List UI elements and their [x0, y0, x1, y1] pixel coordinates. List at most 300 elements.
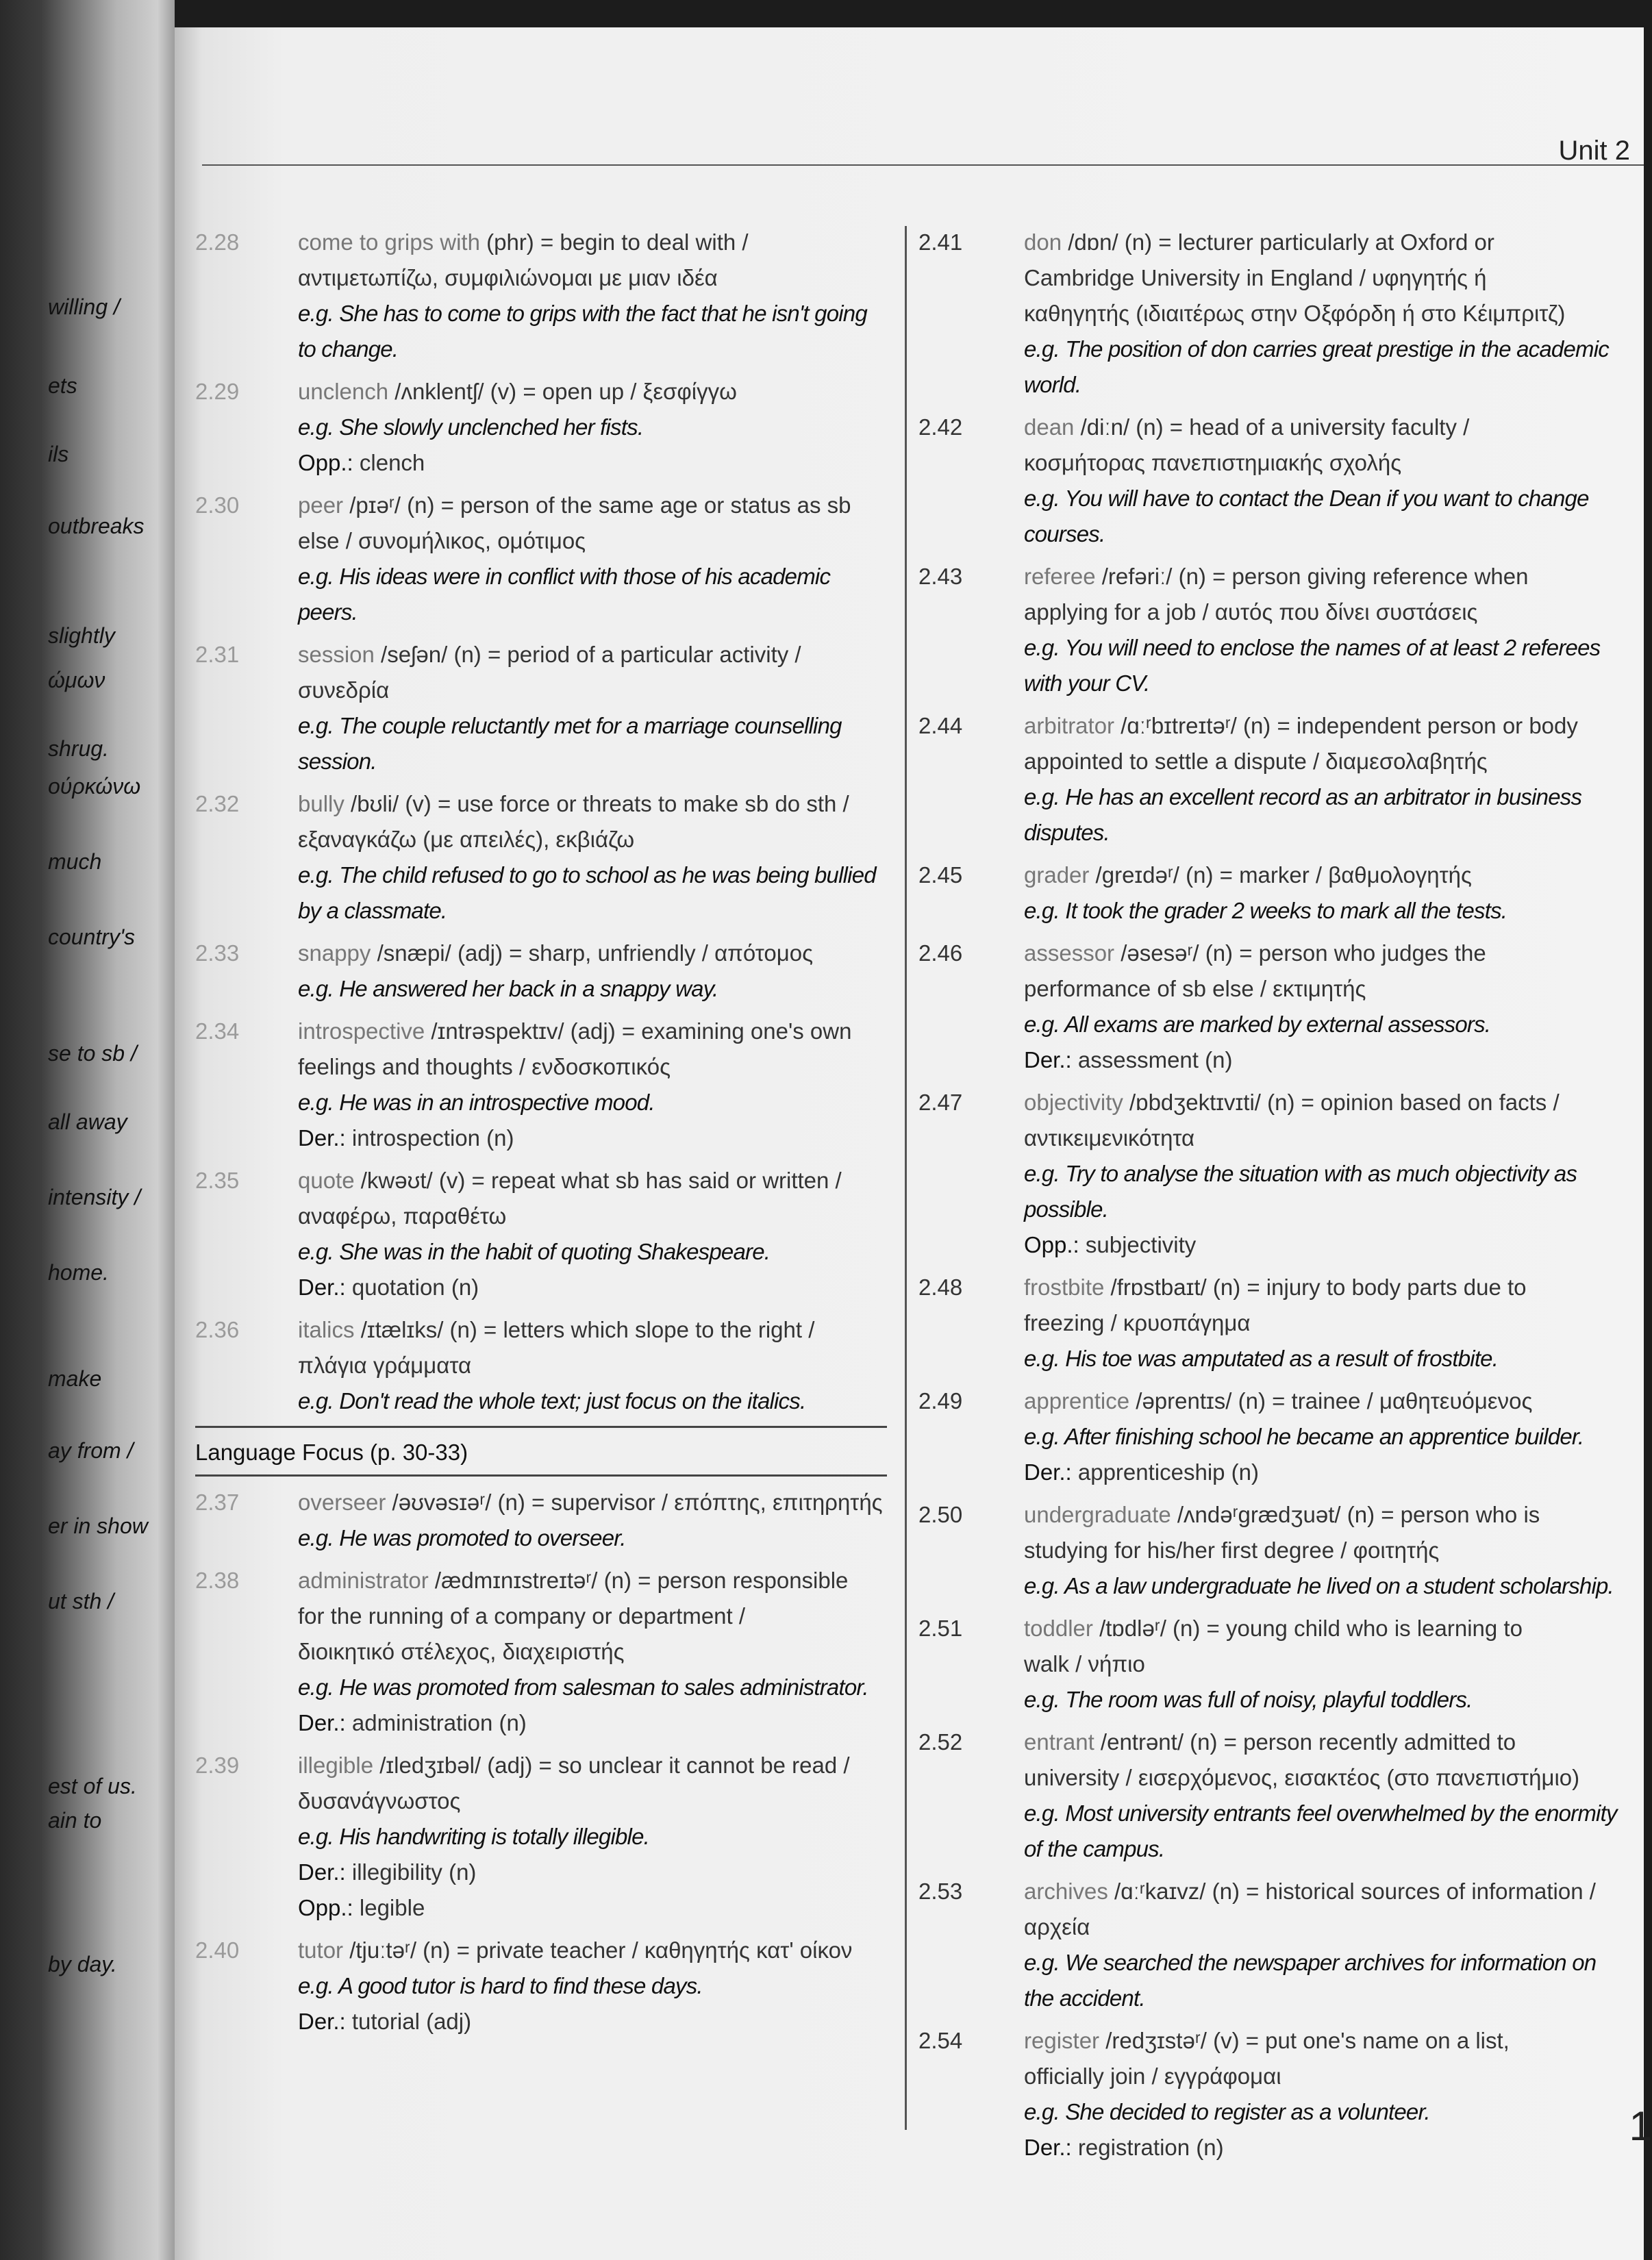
- headword: frostbite: [1024, 1275, 1105, 1300]
- headword: peer: [298, 492, 344, 518]
- entry-line: [1024, 1981, 1620, 2016]
- entry-label: Der.:: [1024, 1047, 1072, 1072]
- example-sentence: e.g. He was promoted to overseer.: [298, 1525, 626, 1550]
- margin-fragment: slightly: [48, 623, 115, 648]
- entry-line: [298, 1783, 887, 1819]
- entry-number: 2.36: [195, 1317, 240, 1342]
- entry-line: [1024, 1455, 1620, 1490]
- entry-line: [1024, 1192, 1620, 1227]
- entry-line: [298, 1598, 887, 1634]
- entry-line: [298, 786, 887, 822]
- definition-text: assessment (n): [1071, 1047, 1233, 1072]
- entry-line: [298, 893, 887, 929]
- entry-line: [298, 1634, 887, 1670]
- definition-text: introspection (n): [345, 1125, 514, 1151]
- entry-label: Der.:: [298, 1859, 346, 1885]
- definition-text: freezing / κρυοπάγημα: [1024, 1310, 1251, 1335]
- example-sentence: e.g. His ideas were in conflict with those of his academic: [298, 564, 831, 589]
- definition-text: /ɒbdʒektɪvɪti/ (n) = opinion based on facts /: [1123, 1090, 1560, 1115]
- entry-line: [298, 1049, 887, 1085]
- entry-label: Der.:: [298, 1710, 346, 1735]
- entry-number: 2.42: [918, 414, 963, 440]
- column-divider: [905, 226, 907, 2130]
- definition-text: /seʃən/ (n) = period of a particular activity /: [374, 642, 801, 667]
- entry-line: [298, 331, 887, 367]
- entry-line: [298, 1198, 887, 1234]
- example-sentence: e.g. The room was full of noisy, playful toddlers.: [1024, 1687, 1473, 1712]
- entry-body: [298, 1312, 887, 1419]
- definition-text: appointed to settle a dispute / διαμεσολαβητής: [1024, 749, 1488, 774]
- entry-line: [1024, 1874, 1620, 1909]
- definition-text: else / συνομήλικος, ομότιμος: [298, 528, 586, 553]
- entry-line: [1024, 1270, 1620, 1305]
- entry-line: [1024, 481, 1620, 516]
- entry-line: [1024, 1419, 1620, 1455]
- entry-line: [1024, 1120, 1620, 1156]
- definition-text: αντιμετωπίζω, συμφιλιώνομαι με μιαν ιδέα: [298, 265, 718, 290]
- entry-line: [298, 1933, 887, 1968]
- entry-number: 2.33: [195, 940, 240, 966]
- entry-line: [298, 374, 887, 410]
- headword: quote: [298, 1168, 355, 1193]
- entry-line: [1024, 857, 1620, 893]
- example-sentence: e.g. All exams are marked by external assessors.: [1024, 1012, 1491, 1037]
- margin-fragment: se to sb /: [48, 1041, 137, 1066]
- margin-fragment: intensity /: [48, 1185, 141, 1209]
- entry-line: [1024, 1085, 1620, 1120]
- definition-text: illegibility (n): [345, 1859, 477, 1885]
- definition-text: /greɪdəʳ/ (n) = marker / βαθμολογητής: [1089, 862, 1472, 888]
- entry-line: [1024, 1156, 1620, 1192]
- entry-line: [298, 1348, 887, 1383]
- entry-line: [298, 410, 887, 445]
- entry-number: 2.52: [918, 1729, 963, 1755]
- vocab-entry: [195, 1163, 887, 1305]
- margin-fragment: est of us.: [48, 1774, 137, 1798]
- vocab-entry: [195, 488, 887, 630]
- entry-line: [1024, 1682, 1620, 1718]
- entry-number: 2.44: [918, 713, 963, 738]
- entry-number: 2.32: [195, 791, 240, 816]
- entry-line: [1024, 1909, 1620, 1945]
- entry-line: [1024, 1341, 1620, 1377]
- example-sentence: session.: [298, 749, 377, 774]
- example-sentence: e.g. The couple reluctantly met for a marriage counselling: [298, 713, 842, 738]
- entry-line: [1024, 410, 1620, 445]
- entry-line: [298, 296, 887, 331]
- entry-line: [1024, 936, 1620, 971]
- definition-text: tutorial (adj): [345, 2009, 472, 2034]
- entry-body: [298, 488, 887, 630]
- definition-text: for the running of a company or department /: [298, 1603, 746, 1629]
- headword: overseer: [298, 1490, 386, 1515]
- definition-text: δυσανάγνωστος: [298, 1788, 461, 1813]
- entry-line: [298, 1819, 887, 1855]
- entry-line: [298, 673, 887, 708]
- entry-body: [1024, 936, 1620, 1078]
- left-entries: [195, 225, 887, 1419]
- entry-number: 2.41: [918, 229, 963, 255]
- definition-text: (phr) = begin to deal with /: [479, 229, 749, 255]
- vocab-entry: [195, 225, 887, 367]
- example-sentence: e.g. His toe was amputated as a result of frostbite.: [1024, 1346, 1499, 1371]
- entry-line: [298, 936, 887, 971]
- example-sentence: e.g. You will have to contact the Dean if you want to change: [1024, 486, 1589, 511]
- vocab-entry: [918, 1270, 1620, 1377]
- definition-text: /refəriː/ (n) = person giving reference when: [1095, 564, 1529, 589]
- definition-text: officially join / εγγράφομαι: [1024, 2063, 1281, 2089]
- right-entries: [918, 225, 1620, 2165]
- vocab-entry: [918, 225, 1620, 403]
- entry-body: [298, 225, 887, 367]
- definition-text: /əʊvəsɪəʳ/ (n) = supervisor / επόπτης, επιτηρητής: [386, 1490, 883, 1515]
- entry-line: [298, 1748, 887, 1783]
- entry-body: [298, 374, 887, 481]
- right-column: [918, 225, 1620, 2172]
- vocab-entry: [195, 1485, 887, 1556]
- entry-body: [298, 1014, 887, 1156]
- definition-text: /tjuːtəʳ/ (n) = private teacher / καθηγητής κατ' οίκον: [343, 1937, 853, 1963]
- entry-label: Der.:: [1024, 2135, 1072, 2160]
- margin-fragment: shrug.: [48, 736, 109, 761]
- headword: entrant: [1024, 1729, 1094, 1755]
- entry-number: 2.45: [918, 862, 963, 888]
- headword: arbitrator: [1024, 713, 1115, 738]
- vocab-entry: [195, 1748, 887, 1926]
- entry-line: [1024, 367, 1620, 403]
- definition-text: /ɪntrəspektɪv/ (adj) = examining one's own: [425, 1018, 852, 1044]
- definition-text: /ædmɪnɪstreɪtəʳ/ (n) = person responsible: [428, 1568, 849, 1593]
- entry-line: [298, 523, 887, 559]
- entry-line: [1024, 2059, 1620, 2094]
- headword: dean: [1024, 414, 1075, 440]
- definition-text: subjectivity: [1079, 1232, 1197, 1257]
- entry-line: [1024, 1568, 1620, 1604]
- entry-body: [1024, 1611, 1620, 1718]
- example-sentence: e.g. He has an excellent record as an arbitrator in business disputes.: [1024, 784, 1582, 845]
- entry-number: 2.48: [918, 1275, 963, 1300]
- entry-number: 2.31: [195, 642, 240, 667]
- example-sentence: e.g. The child refused to go to school as he was being bullied: [298, 862, 876, 888]
- entry-body: [298, 1748, 887, 1926]
- vocabulary-page: [175, 27, 1652, 2260]
- headword: italics: [298, 1317, 355, 1342]
- definition-text: /dɒn/ (n) = lecturer particularly at Oxford or: [1062, 229, 1494, 255]
- entry-body: [1024, 708, 1620, 851]
- headword: apprentice: [1024, 1388, 1130, 1414]
- entry-line: [1024, 1611, 1620, 1646]
- headword: session: [298, 642, 375, 667]
- entry-body: [1024, 857, 1620, 929]
- entry-line: [1024, 708, 1620, 744]
- entry-line: [1024, 559, 1620, 594]
- entry-line: [298, 708, 887, 744]
- vocab-entry: [195, 1014, 887, 1156]
- entry-line: [298, 1563, 887, 1598]
- vocab-entry: [918, 708, 1620, 851]
- entry-body: [1024, 1724, 1620, 1867]
- entry-line: [1024, 893, 1620, 929]
- entry-number: 2.51: [918, 1616, 963, 1641]
- definition-text: συνεδρία: [298, 677, 390, 703]
- headword: objectivity: [1024, 1090, 1123, 1115]
- example-sentence: courses.: [1024, 521, 1105, 547]
- left-column: [195, 225, 887, 2046]
- headword: register: [1024, 2028, 1100, 2053]
- entry-line: [298, 2004, 887, 2039]
- definition-text: εξαναγκάζω (με απειλές), εκβιάζω: [298, 827, 635, 852]
- entry-line: [298, 1163, 887, 1198]
- entry-line: [1024, 1007, 1620, 1042]
- definition-text: /kwəʊt/ (v) = repeat what sb has said or written /: [354, 1168, 842, 1193]
- entry-line: [1024, 260, 1620, 296]
- definition-text: /ɑːʳkaɪvz/ (n) = historical sources of information /: [1107, 1879, 1596, 1904]
- vocab-entry: [918, 559, 1620, 701]
- entry-body: [1024, 1085, 1620, 1263]
- margin-fragment: make: [48, 1366, 102, 1391]
- example-sentence: e.g. He was promoted from salesman to sales administrator.: [298, 1674, 868, 1700]
- definition-text: /frɒstbaɪt/ (n) = injury to body parts due to: [1104, 1275, 1527, 1300]
- entry-line: [298, 1520, 887, 1556]
- definition-text: applying for a job / αυτός που δίνει συστάσεις: [1024, 599, 1478, 625]
- definition-text: /bʊli/ (v) = use force or threats to make sb do sth /: [344, 791, 849, 816]
- definition-text: /ʌndəʳgrædʒuət/ (n) = person who is: [1171, 1502, 1540, 1527]
- entry-line: [1024, 1305, 1620, 1341]
- entry-line: [298, 637, 887, 673]
- entry-number: 2.35: [195, 1168, 240, 1193]
- entry-body: [298, 1933, 887, 2039]
- example-sentence: e.g. He answered her back in a snappy way.: [298, 976, 718, 1001]
- vocab-entry: [195, 1312, 887, 1419]
- entry-line: [298, 1670, 887, 1705]
- entry-number: 2.50: [918, 1502, 963, 1527]
- definition-text: αναφέρω, παραθέτω: [298, 1203, 507, 1229]
- entry-body: [1024, 1874, 1620, 2016]
- entry-number: 2.38: [195, 1568, 240, 1593]
- section-title: Language Focus (p. 30-33): [195, 1426, 887, 1477]
- header-rule: [202, 164, 1644, 166]
- entry-line: [298, 1383, 887, 1419]
- entry-body: [1024, 1383, 1620, 1490]
- entry-line: [1024, 971, 1620, 1007]
- definition-text: apprenticeship (n): [1071, 1459, 1260, 1485]
- example-sentence: peers.: [298, 599, 358, 625]
- margin-fragment: ay from /: [48, 1438, 134, 1463]
- entry-body: [298, 637, 887, 779]
- entry-line: [298, 1855, 887, 1890]
- definition-text: /ɑːʳbɪtreɪtəʳ/ (n) = independent person or body: [1114, 713, 1578, 738]
- margin-fragment: ain to: [48, 1808, 102, 1833]
- entry-line: [298, 260, 887, 296]
- headword: snappy: [298, 940, 371, 966]
- example-sentence: possible.: [1024, 1196, 1109, 1222]
- entry-line: [298, 488, 887, 523]
- headword: illegible: [298, 1753, 374, 1778]
- vocab-entry: [918, 1724, 1620, 1867]
- definition-text: κοσμήτορας πανεπιστημιακής σχολής: [1024, 450, 1402, 475]
- headword: archives: [1024, 1879, 1108, 1904]
- headword: assessor: [1024, 940, 1115, 966]
- entry-line: [1024, 779, 1620, 851]
- entry-line: [298, 1485, 887, 1520]
- definition-text: αρχεία: [1024, 1914, 1090, 1939]
- definition-text: performance of sb else / εκτιμητής: [1024, 976, 1366, 1001]
- entry-number: 2.53: [918, 1879, 963, 1904]
- margin-fragment: ils: [48, 442, 69, 466]
- example-sentence: e.g. The position of don carries great prestige in the academic: [1024, 336, 1609, 362]
- entry-line: [1024, 2130, 1620, 2165]
- definition-text: /əsesəʳ/ (n) = person who judges the: [1114, 940, 1486, 966]
- entry-label: Opp.:: [298, 450, 353, 475]
- vocab-entry: [195, 374, 887, 481]
- definition-text: clench: [353, 450, 425, 475]
- entry-number: 2.43: [918, 564, 963, 589]
- page-number: 1: [1629, 2103, 1652, 2149]
- entry-line: [298, 1312, 887, 1348]
- entry-line: [298, 971, 887, 1007]
- example-sentence: e.g. A good tutor is hard to find these days.: [298, 1973, 703, 1998]
- headword: administrator: [298, 1568, 429, 1593]
- example-sentence: e.g. She slowly unclenched her fists.: [298, 414, 644, 440]
- definition-text: /əprentɪs/ (n) = trainee / μαθητευόμενος: [1129, 1388, 1533, 1414]
- entry-line: [1024, 744, 1620, 779]
- margin-fragment: ούρκώνω: [48, 774, 141, 799]
- entry-line: [298, 744, 887, 779]
- entry-line: [1024, 1831, 1620, 1867]
- example-sentence: e.g. She has to come to grips with the fact that he isn't going: [298, 301, 867, 326]
- entry-line: [1024, 225, 1620, 260]
- definition-text: university / εισερχόμενος, εισακτέος (στο πανεπιστήμιο): [1024, 1765, 1580, 1790]
- entry-label: Opp.:: [298, 1895, 353, 1920]
- definition-text: πλάγια γράμματα: [298, 1353, 472, 1378]
- headword: come to grips with: [298, 229, 480, 255]
- entry-body: [1024, 1270, 1620, 1377]
- entry-line: [298, 1968, 887, 2004]
- entry-line: [298, 1234, 887, 1270]
- example-sentence: e.g. She was in the habit of quoting Shakespeare.: [298, 1239, 771, 1264]
- example-sentence: e.g. It took the grader 2 weeks to mark all the tests.: [1024, 898, 1507, 923]
- entry-line: [1024, 1724, 1620, 1760]
- vocab-entry: [918, 410, 1620, 552]
- definition-text: administration (n): [345, 1710, 527, 1735]
- example-sentence: e.g. We searched the newspaper archives for information on: [1024, 1950, 1597, 1975]
- margin-fragment: all away: [48, 1109, 127, 1134]
- margin-fragment: willing /: [48, 294, 120, 319]
- adjacent-page-edge: [0, 0, 175, 2260]
- entry-body: [1024, 410, 1620, 552]
- example-sentence: e.g. Don't read the whole text; just focus on the italics.: [298, 1388, 806, 1414]
- definition-text: /entrənt/ (n) = person recently admitted to: [1094, 1729, 1516, 1755]
- headword: referee: [1024, 564, 1096, 589]
- entry-line: [298, 559, 887, 594]
- entry-line: [1024, 594, 1620, 630]
- headword: bully: [298, 791, 345, 816]
- entry-line: [298, 1270, 887, 1305]
- entry-line: [1024, 1760, 1620, 1796]
- entry-body: [298, 936, 887, 1007]
- definition-text: /snæpi/ (adj) = sharp, unfriendly / απότομος: [371, 940, 814, 966]
- margin-fragment: ut sth /: [48, 1589, 114, 1614]
- entry-line: [298, 1705, 887, 1741]
- entry-line: [1024, 331, 1620, 367]
- entry-line: [298, 225, 887, 260]
- vocab-entry: [918, 2023, 1620, 2165]
- vocab-entry: [195, 1933, 887, 2039]
- definition-text: registration (n): [1071, 2135, 1224, 2160]
- definition-text: studying for his/her first degree / φοιτητής: [1024, 1537, 1440, 1563]
- entry-line: [1024, 666, 1620, 701]
- example-sentence: of the campus.: [1024, 1836, 1165, 1861]
- entry-number: 2.37: [195, 1490, 240, 1515]
- entry-number: 2.46: [918, 940, 963, 966]
- definition-text: legible: [353, 1895, 425, 1920]
- definition-text: /diːn/ (n) = head of a university faculty /: [1074, 414, 1470, 440]
- entry-line: [298, 822, 887, 857]
- margin-fragment: ώμων: [48, 668, 105, 692]
- entry-number: 2.49: [918, 1388, 963, 1414]
- headword: introspective: [298, 1018, 425, 1044]
- definition-text: /ɪledʒɪbəl/ (adj) = so unclear it cannot be read /: [373, 1753, 850, 1778]
- margin-fragment: by day.: [48, 1952, 117, 1976]
- definition-text: /tɒdləʳ/ (n) = young child who is learning to: [1092, 1616, 1523, 1641]
- entry-line: [298, 1085, 887, 1120]
- entry-line: [298, 445, 887, 481]
- vocab-entry: [918, 1611, 1620, 1718]
- entry-body: [298, 1163, 887, 1305]
- definition-text: quotation (n): [345, 1275, 479, 1300]
- entry-line: [1024, 1646, 1620, 1682]
- example-sentence: e.g. She decided to register as a volunteer.: [1024, 2099, 1430, 2124]
- entry-label: Der.:: [298, 1125, 346, 1151]
- headword: unclench: [298, 379, 389, 404]
- entry-line: [298, 1014, 887, 1049]
- entry-number: 2.34: [195, 1018, 240, 1044]
- headword: grader: [1024, 862, 1090, 888]
- entry-body: [1024, 1497, 1620, 1604]
- margin-fragment: er in show: [48, 1514, 148, 1538]
- margin-fragment: country's: [48, 925, 136, 949]
- definition-text: /ɪtælɪks/ (n) = letters which slope to the right /: [354, 1317, 815, 1342]
- headword: undergraduate: [1024, 1502, 1171, 1527]
- margin-fragment: outbreaks: [48, 514, 145, 538]
- entry-line: [298, 857, 887, 893]
- example-sentence: with your CV.: [1024, 670, 1150, 696]
- entry-body: [1024, 559, 1620, 701]
- entry-line: [298, 1890, 887, 1926]
- example-sentence: world.: [1024, 372, 1081, 397]
- definition-text: /pɪəʳ/ (n) = person of the same age or status as sb: [343, 492, 851, 518]
- entry-line: [1024, 2094, 1620, 2130]
- example-sentence: e.g. Try to analyse the situation with as much objectivity as: [1024, 1161, 1577, 1186]
- margin-fragment: ets: [48, 373, 77, 398]
- vocab-entry: [918, 1874, 1620, 2016]
- example-sentence: e.g. You will need to enclose the names of at least 2 referees: [1024, 635, 1601, 660]
- example-sentence: the accident.: [1024, 1985, 1145, 2011]
- entry-line: [1024, 2023, 1620, 2059]
- vocab-entry: [195, 786, 887, 929]
- margin-fragment: home.: [48, 1260, 109, 1285]
- example-sentence: e.g. His handwriting is totally illegible.: [298, 1824, 649, 1849]
- entry-line: [1024, 1497, 1620, 1533]
- entry-number: 2.47: [918, 1090, 963, 1115]
- entry-label: Der.:: [298, 2009, 346, 2034]
- example-sentence: e.g. Most university entrants feel overwhelmed by the enormity: [1024, 1800, 1617, 1826]
- vocab-entry: [195, 1563, 887, 1741]
- entry-label: Der.:: [1024, 1459, 1072, 1485]
- entry-line: [1024, 1796, 1620, 1831]
- entry-number: 2.40: [195, 1937, 240, 1963]
- headword: toddler: [1024, 1616, 1093, 1641]
